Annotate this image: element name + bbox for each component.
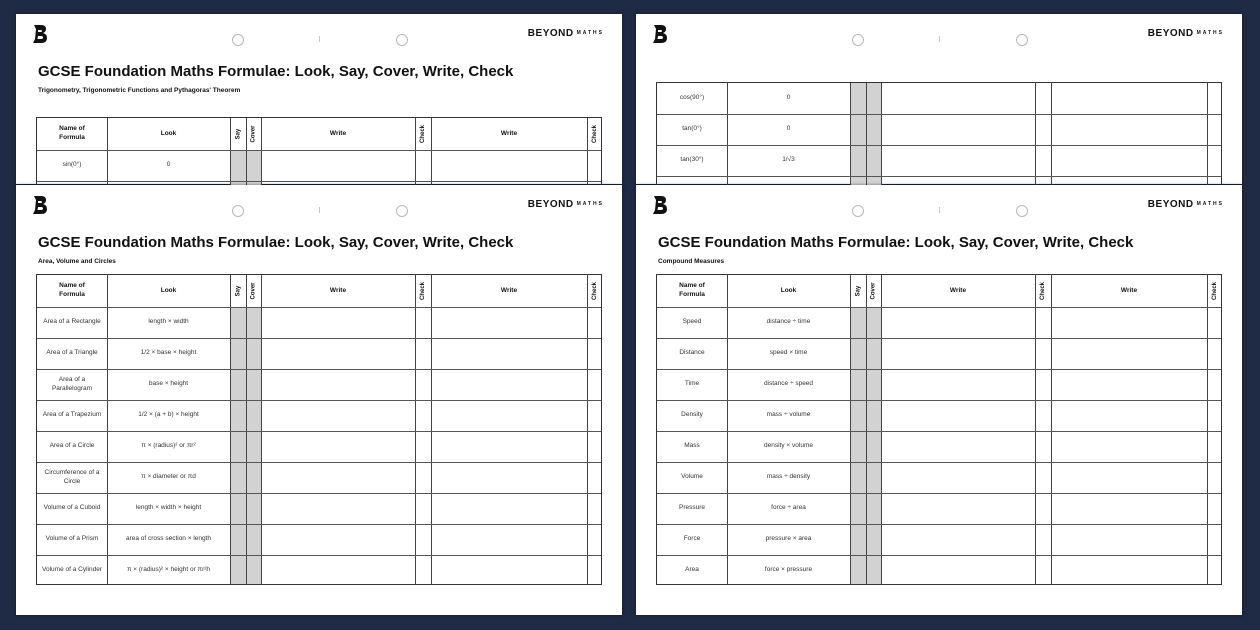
check-cell[interactable] xyxy=(415,524,431,555)
check-cell[interactable] xyxy=(1035,83,1051,114)
check-cell[interactable] xyxy=(1207,462,1223,493)
formula-name: sin(0°) xyxy=(62,161,82,169)
formula-name: Area of a Parallelogram xyxy=(51,375,93,392)
header-check-label: Check xyxy=(592,281,599,301)
header-check xyxy=(415,275,431,307)
formula-name: Area of a Triangle xyxy=(46,349,98,357)
shaded-column xyxy=(231,307,246,584)
formula-name: Area xyxy=(685,566,699,574)
write-cell[interactable] xyxy=(1051,524,1207,555)
check-cell[interactable] xyxy=(415,462,431,493)
formula-look: π × (radius)² × height or πr²h xyxy=(126,566,211,574)
header-check-label: Check xyxy=(1040,281,1047,301)
formula-look: length × width × height xyxy=(135,504,202,512)
formula-name: Volume of a Cuboid xyxy=(43,504,101,512)
check-cell[interactable] xyxy=(1035,493,1051,524)
check-cell[interactable] xyxy=(1207,145,1223,176)
header-check-label: Check xyxy=(1212,281,1219,301)
check-cell[interactable] xyxy=(587,150,603,181)
header-check xyxy=(1035,275,1051,307)
header-cover xyxy=(246,118,261,150)
beyond-logo-icon xyxy=(652,24,668,44)
formula-look: mass ÷ volume xyxy=(766,411,811,419)
write-cell[interactable] xyxy=(261,493,415,524)
formula-look: 1/√3 xyxy=(782,156,795,164)
header-write: Write xyxy=(949,286,967,294)
check-cell[interactable] xyxy=(1207,524,1223,555)
shaded-column xyxy=(851,307,866,584)
check-cell[interactable] xyxy=(415,493,431,524)
write-cell[interactable] xyxy=(431,493,587,524)
write-cell[interactable] xyxy=(881,431,1035,462)
write-cell[interactable] xyxy=(1051,462,1207,493)
write-cell[interactable] xyxy=(881,338,1035,369)
write-cell[interactable] xyxy=(881,114,1035,145)
write-cell[interactable] xyxy=(261,462,415,493)
write-cell[interactable] xyxy=(261,431,415,462)
check-cell[interactable] xyxy=(587,431,603,462)
header-name: Name of Formula xyxy=(59,125,85,141)
write-cell[interactable] xyxy=(1051,400,1207,431)
check-cell[interactable] xyxy=(1207,114,1223,145)
header-cover-label: Cover xyxy=(250,282,257,300)
brand-wordmark xyxy=(1148,28,1224,39)
formula-name: cos(90°) xyxy=(679,94,705,102)
column-divider xyxy=(246,275,247,584)
check-cell[interactable] xyxy=(1207,555,1223,586)
write-cell[interactable] xyxy=(261,338,415,369)
header-say-label: Say xyxy=(235,285,241,297)
worksheet-title: GCSE Foundation Maths Formulae: Look, Say, Cover, Write, Check xyxy=(38,63,514,80)
formula-name: Pressure xyxy=(678,504,705,512)
check-cell[interactable] xyxy=(587,307,603,338)
check-cell[interactable] xyxy=(1035,114,1051,145)
header-cover-label: Cover xyxy=(870,282,877,300)
header-write: Write xyxy=(1120,286,1138,294)
brand-suffix: MATHS xyxy=(1196,30,1224,37)
check-cell[interactable] xyxy=(1207,431,1223,462)
punch-hole xyxy=(1016,205,1028,217)
header-name: Name of Formula xyxy=(59,282,85,298)
write-cell[interactable] xyxy=(431,369,587,400)
punch-hole xyxy=(396,34,408,46)
write-cell[interactable] xyxy=(431,338,587,369)
header-say-label: Say xyxy=(855,285,861,297)
write-cell[interactable] xyxy=(1051,338,1207,369)
formula-table xyxy=(36,117,602,194)
formula-look: pressure × area xyxy=(765,535,812,543)
formula-look: force ÷ area xyxy=(771,504,806,512)
worksheet-page xyxy=(16,185,622,615)
formula-look: π × (radius)² or πr² xyxy=(141,442,196,450)
header-write: Write xyxy=(329,286,347,294)
centre-mark xyxy=(939,36,940,42)
check-cell[interactable] xyxy=(415,150,431,181)
formula-look: 1/2 × (a + b) × height xyxy=(138,411,199,419)
formula-name: Distance xyxy=(679,349,705,357)
beyond-logo-icon xyxy=(32,195,48,215)
check-cell[interactable] xyxy=(1207,338,1223,369)
formula-name: Area of a Trapezium xyxy=(42,411,102,419)
punch-hole xyxy=(232,205,244,217)
write-cell[interactable] xyxy=(1051,369,1207,400)
write-cell[interactable] xyxy=(881,462,1035,493)
beyond-logo-icon xyxy=(32,24,48,44)
formula-name: Volume of a Cylinder xyxy=(42,566,102,574)
write-cell[interactable] xyxy=(881,400,1035,431)
brand-name: BEYOND xyxy=(527,28,574,39)
header-write: Write xyxy=(329,129,347,137)
check-cell[interactable] xyxy=(1207,493,1223,524)
write-cell[interactable] xyxy=(261,400,415,431)
write-cell[interactable] xyxy=(261,555,415,586)
formula-look: 0 xyxy=(786,125,791,133)
check-cell[interactable] xyxy=(1035,524,1051,555)
check-cell[interactable] xyxy=(587,369,603,400)
formula-look: distance ÷ speed xyxy=(763,380,814,388)
write-cell[interactable] xyxy=(881,307,1035,338)
formula-name: Density xyxy=(681,411,703,419)
header-look: Look xyxy=(160,129,177,137)
brand-suffix: MATHS xyxy=(1196,201,1224,208)
write-cell[interactable] xyxy=(431,462,587,493)
centre-mark xyxy=(319,36,320,42)
formula-look: distance ÷ time xyxy=(766,318,811,326)
check-cell[interactable] xyxy=(415,555,431,586)
write-cell[interactable] xyxy=(881,524,1035,555)
punch-hole xyxy=(852,205,864,217)
write-cell[interactable] xyxy=(261,307,415,338)
header-say xyxy=(850,275,866,307)
check-cell[interactable] xyxy=(1207,307,1223,338)
formula-name: Time xyxy=(684,380,700,388)
centre-mark xyxy=(319,207,320,213)
write-cell[interactable] xyxy=(1051,307,1207,338)
check-cell[interactable] xyxy=(1035,307,1051,338)
centre-mark xyxy=(939,207,940,213)
formula-look: 0 xyxy=(786,94,791,102)
write-cell[interactable] xyxy=(1051,431,1207,462)
header-say xyxy=(230,118,246,150)
worksheet-title: GCSE Foundation Maths Formulae: Look, Say, Cover, Write, Check xyxy=(658,234,1134,251)
check-cell[interactable] xyxy=(1207,369,1223,400)
check-cell[interactable] xyxy=(1207,83,1223,114)
header-check xyxy=(1207,275,1223,307)
write-cell[interactable] xyxy=(881,145,1035,176)
formula-name: tan(0°) xyxy=(682,125,702,133)
header-cover-label: Cover xyxy=(250,125,257,143)
formula-look: speed × time xyxy=(769,349,808,357)
check-cell[interactable] xyxy=(1035,369,1051,400)
write-cell[interactable] xyxy=(881,83,1035,114)
write-cell[interactable] xyxy=(1051,555,1207,586)
brand-name: BEYOND xyxy=(1147,28,1194,39)
write-cell[interactable] xyxy=(261,524,415,555)
formula-table xyxy=(36,274,602,585)
write-cell[interactable] xyxy=(1051,114,1207,145)
check-cell[interactable] xyxy=(1207,400,1223,431)
brand-wordmark xyxy=(528,28,604,39)
header-check-label: Check xyxy=(420,124,427,144)
header-check xyxy=(587,275,603,307)
formula-look: length × width xyxy=(148,318,189,326)
formula-name: Volume of a Prism xyxy=(45,535,99,543)
check-cell[interactable] xyxy=(587,524,603,555)
worksheet-subtitle: Trigonometry, Trigonometric Functions and Pythagoras' Theorem xyxy=(38,87,241,94)
write-cell[interactable] xyxy=(431,150,587,181)
formula-name: Circumference of a Circle xyxy=(44,468,100,485)
formula-name: Area of a Rectangle xyxy=(43,318,101,326)
check-cell[interactable] xyxy=(415,400,431,431)
punch-hole xyxy=(1016,34,1028,46)
write-cell[interactable] xyxy=(431,524,587,555)
write-cell[interactable] xyxy=(431,400,587,431)
write-cell[interactable] xyxy=(261,369,415,400)
header-check-label: Check xyxy=(420,281,427,301)
write-cell[interactable] xyxy=(881,493,1035,524)
worksheet-page xyxy=(636,185,1242,615)
check-cell[interactable] xyxy=(415,338,431,369)
check-cell[interactable] xyxy=(587,338,603,369)
write-cell[interactable] xyxy=(1051,493,1207,524)
check-cell[interactable] xyxy=(587,400,603,431)
write-cell[interactable] xyxy=(881,369,1035,400)
worksheet-subtitle: Area, Volume and Circles xyxy=(38,258,116,265)
formula-look: area of cross section × length xyxy=(125,535,212,543)
header-say xyxy=(230,275,246,307)
brand-name: BEYOND xyxy=(527,199,574,210)
check-cell[interactable] xyxy=(587,555,603,586)
write-cell[interactable] xyxy=(1051,145,1207,176)
formula-look: 1/2 × base × height xyxy=(140,349,197,357)
brand-suffix: MATHS xyxy=(576,201,604,208)
formula-name: Area of a Circle xyxy=(49,442,95,450)
column-divider xyxy=(850,275,851,584)
formula-table xyxy=(656,274,1222,585)
punch-hole xyxy=(396,205,408,217)
brand-suffix: MATHS xyxy=(576,30,604,37)
write-cell[interactable] xyxy=(431,431,587,462)
write-cell[interactable] xyxy=(261,150,415,181)
formula-look: density × volume xyxy=(764,442,813,450)
header-say-label: Say xyxy=(235,128,241,140)
header-look: Look xyxy=(160,286,177,294)
formula-look: base × height xyxy=(148,380,189,388)
punch-hole xyxy=(852,34,864,46)
check-cell[interactable] xyxy=(1035,555,1051,586)
check-cell[interactable] xyxy=(415,431,431,462)
formula-name: Mass xyxy=(684,442,700,450)
column-divider xyxy=(230,275,231,584)
formula-look: 0 xyxy=(166,161,171,169)
worksheet-page xyxy=(636,14,1242,184)
check-cell[interactable] xyxy=(587,493,603,524)
formula-name: Force xyxy=(683,535,701,543)
worksheet-page xyxy=(16,14,622,184)
header-check xyxy=(587,118,603,150)
check-cell[interactable] xyxy=(1035,431,1051,462)
check-cell[interactable] xyxy=(415,369,431,400)
header-cover xyxy=(246,275,261,307)
header-check xyxy=(415,118,431,150)
header-write: Write xyxy=(500,286,518,294)
write-cell[interactable] xyxy=(881,555,1035,586)
beyond-logo-icon xyxy=(652,195,668,215)
brand-wordmark xyxy=(528,199,604,210)
column-divider xyxy=(866,275,867,584)
header-look: Look xyxy=(780,286,797,294)
check-cell[interactable] xyxy=(587,462,603,493)
formula-name: Volume xyxy=(681,473,703,481)
check-cell[interactable] xyxy=(1035,400,1051,431)
header-write: Write xyxy=(500,129,518,137)
formula-table xyxy=(656,82,1222,194)
header-name: Name of Formula xyxy=(679,282,705,298)
formula-name: tan(30°) xyxy=(680,156,704,164)
check-cell[interactable] xyxy=(1035,462,1051,493)
shaded-column xyxy=(247,307,261,584)
formula-look: mass ÷ density xyxy=(766,473,811,481)
check-cell[interactable] xyxy=(1035,145,1051,176)
formula-look: force × pressure xyxy=(764,566,813,574)
punch-hole xyxy=(232,34,244,46)
check-cell[interactable] xyxy=(1035,338,1051,369)
write-cell[interactable] xyxy=(1051,83,1207,114)
brand-wordmark xyxy=(1148,199,1224,210)
check-cell[interactable] xyxy=(415,307,431,338)
brand-name: BEYOND xyxy=(1147,199,1194,210)
formula-name: Speed xyxy=(682,318,702,326)
shaded-column xyxy=(867,307,881,584)
write-cell[interactable] xyxy=(431,307,587,338)
header-cover xyxy=(866,275,881,307)
formula-look: π × diameter or πd xyxy=(141,473,196,481)
write-cell[interactable] xyxy=(431,555,587,586)
worksheet-subtitle: Compound Measures xyxy=(658,258,725,265)
worksheet-title: GCSE Foundation Maths Formulae: Look, Say, Cover, Write, Check xyxy=(38,234,514,251)
header-check-label: Check xyxy=(592,124,599,144)
